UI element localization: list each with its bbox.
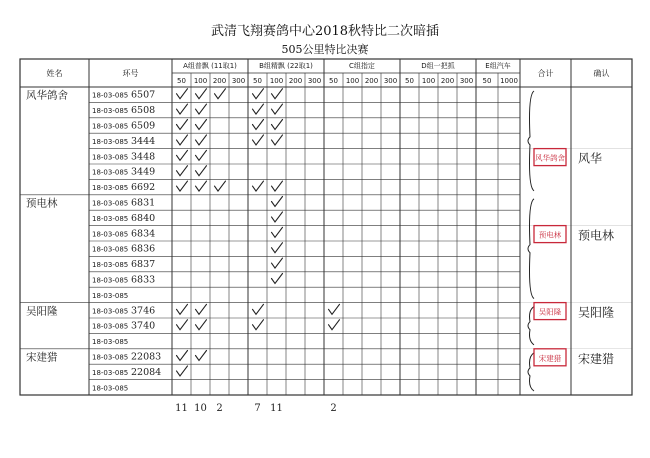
check-mark xyxy=(196,166,207,176)
check-mark xyxy=(272,212,283,222)
ring-prefix: 18-03-085 xyxy=(92,322,129,331)
check-mark xyxy=(253,135,264,145)
check-mark xyxy=(177,150,188,160)
owner-stamp xyxy=(534,303,566,320)
header-sub-200: 200 xyxy=(212,77,227,85)
check-mark xyxy=(253,89,264,99)
ring-handwritten: 22083 xyxy=(131,351,162,363)
ring-handwritten: 6837 xyxy=(131,259,156,271)
header-confirm: 确认 xyxy=(593,69,610,78)
ring-prefix: 18-03-085 xyxy=(92,368,129,377)
check-mark xyxy=(253,304,264,314)
check-mark xyxy=(272,227,283,237)
check-mark xyxy=(329,320,340,330)
ring-prefix: 18-03-085 xyxy=(92,199,129,208)
header-sub-100: 100 xyxy=(345,77,360,85)
check-mark xyxy=(196,150,207,160)
svg-text:吴阳隆: 吴阳隆 xyxy=(538,307,562,317)
header-total: 合计 xyxy=(537,69,554,78)
check-mark xyxy=(272,135,283,145)
header-ring: 环号 xyxy=(122,69,139,78)
document-subtitle: 505公里特比决赛 xyxy=(281,43,369,56)
ring-prefix: 18-03-085 xyxy=(92,307,129,316)
check-mark xyxy=(215,89,226,99)
check-mark xyxy=(253,181,264,191)
ring-prefix: 18-03-085 xyxy=(92,384,129,393)
column-total-handwritten: 11 xyxy=(270,403,283,414)
ring-handwritten: 3444 xyxy=(131,135,156,147)
svg-text:风华鸽舍: 风华鸽舍 xyxy=(535,153,565,163)
ring-handwritten: 6509 xyxy=(131,120,156,132)
document-title: 武清飞翔赛鸽中心2018秋特比二次暗插 xyxy=(210,24,440,39)
header-sub-100: 100 xyxy=(421,77,436,85)
ring-handwritten: 6508 xyxy=(131,105,156,117)
header-sub-50: 50 xyxy=(177,77,186,85)
ring-prefix: 18-03-085 xyxy=(92,291,129,300)
header-sub-100: 100 xyxy=(193,77,208,85)
owner-stamp xyxy=(534,226,566,243)
header-sub-50: 50 xyxy=(329,77,338,85)
owner-signature: 预电林 xyxy=(578,228,615,243)
svg-text:预电林: 预电林 xyxy=(538,230,562,240)
check-mark xyxy=(196,320,207,330)
check-mark xyxy=(177,304,188,314)
column-total-handwritten: 11 xyxy=(175,403,188,414)
ring-handwritten: 6507 xyxy=(131,89,156,101)
header-sub-300: 300 xyxy=(383,77,398,85)
check-mark xyxy=(272,120,283,130)
ring-prefix: 18-03-085 xyxy=(92,353,129,362)
group-bracket xyxy=(528,353,534,391)
owner-signature: 吴阳隆 xyxy=(578,305,615,320)
header-group-b: B组精飘 (22取1) xyxy=(259,62,313,70)
column-total-handwritten: 2 xyxy=(216,403,223,414)
ring-handwritten: 3746 xyxy=(131,305,156,317)
header-sub-200: 200 xyxy=(288,77,303,85)
ring-prefix: 18-03-085 xyxy=(92,245,129,254)
ring-handwritten: 6836 xyxy=(131,243,156,255)
header-group-e: E组汽车 xyxy=(485,62,511,70)
ring-prefix: 18-03-085 xyxy=(92,338,129,347)
owner-name-handwritten: 风华鸽舍 xyxy=(26,89,68,102)
check-mark xyxy=(177,104,188,114)
ring-handwritten: 6831 xyxy=(131,197,156,209)
header-sub-300: 300 xyxy=(307,77,322,85)
ring-handwritten: 3448 xyxy=(131,151,156,163)
ring-prefix: 18-03-085 xyxy=(92,107,129,116)
ring-prefix: 18-03-085 xyxy=(92,230,129,239)
check-mark xyxy=(196,120,207,130)
header-group-d: D组一把抓 xyxy=(421,62,455,70)
owner-name-handwritten: 宋建猎 xyxy=(26,351,58,364)
owner-name-handwritten: 吴阳隆 xyxy=(26,305,58,318)
check-mark xyxy=(272,181,283,191)
check-mark xyxy=(272,197,283,207)
check-mark xyxy=(215,181,226,191)
owner-stamp xyxy=(534,149,566,166)
check-mark xyxy=(196,135,207,145)
group-bracket xyxy=(528,199,534,299)
check-mark xyxy=(272,274,283,284)
check-mark xyxy=(196,304,207,314)
check-mark xyxy=(253,320,264,330)
check-mark xyxy=(196,351,207,361)
header-sub-200: 200 xyxy=(440,77,455,85)
ring-handwritten: 6833 xyxy=(131,274,156,286)
ring-handwritten: 22084 xyxy=(131,366,162,378)
header-sub-50: 50 xyxy=(253,77,262,85)
owner-signature: 宋建猎 xyxy=(578,351,615,366)
ring-handwritten: 6692 xyxy=(131,182,156,194)
header-group-c: C组指定 xyxy=(349,62,375,70)
header-sub-50: 50 xyxy=(405,77,414,85)
ring-prefix: 18-03-085 xyxy=(92,184,129,193)
header-sub-200: 200 xyxy=(364,77,379,85)
header-sub-1000: 1000 xyxy=(500,77,518,85)
check-mark xyxy=(272,104,283,114)
check-mark xyxy=(329,304,340,314)
ring-prefix: 18-03-085 xyxy=(92,153,129,162)
svg-text:宋建猎: 宋建猎 xyxy=(538,353,562,363)
ring-prefix: 18-03-085 xyxy=(92,214,129,223)
group-bracket xyxy=(528,91,534,191)
column-total-handwritten: 10 xyxy=(194,403,207,414)
ring-handwritten: 3449 xyxy=(131,166,156,178)
header-group-a: A组普飘 (11取1) xyxy=(183,62,237,70)
ring-handwritten: 6840 xyxy=(131,212,156,224)
header-sub-300: 300 xyxy=(231,77,246,85)
ring-handwritten: 6834 xyxy=(131,228,156,240)
check-mark xyxy=(177,89,188,99)
ring-prefix: 18-03-085 xyxy=(92,91,129,100)
owner-signature: 风华 xyxy=(578,151,603,166)
ring-prefix: 18-03-085 xyxy=(92,261,129,270)
check-mark xyxy=(272,258,283,268)
check-mark xyxy=(177,351,188,361)
check-mark xyxy=(196,181,207,191)
header-sub-100: 100 xyxy=(269,77,284,85)
check-mark xyxy=(253,104,264,114)
check-mark xyxy=(177,320,188,330)
header-sub-300: 300 xyxy=(459,77,474,85)
check-mark xyxy=(177,366,188,376)
check-mark xyxy=(177,181,188,191)
ring-handwritten: 3740 xyxy=(131,320,156,332)
check-mark xyxy=(272,243,283,253)
column-total-handwritten: 2 xyxy=(330,403,337,414)
header-sub-50: 50 xyxy=(482,77,492,85)
header-name: 姓名 xyxy=(46,69,63,78)
group-bracket xyxy=(528,307,534,345)
ring-prefix: 18-03-085 xyxy=(92,168,129,177)
owner-name-handwritten: 预电林 xyxy=(26,197,58,210)
check-mark xyxy=(177,120,188,130)
check-mark xyxy=(253,120,264,130)
ring-prefix: 18-03-085 xyxy=(92,137,129,146)
ring-prefix: 18-03-085 xyxy=(92,122,129,131)
check-mark xyxy=(272,89,283,99)
check-mark xyxy=(177,135,188,145)
check-mark xyxy=(196,89,207,99)
check-mark xyxy=(177,166,188,176)
column-total-handwritten: 7 xyxy=(254,403,261,414)
owner-stamp xyxy=(534,349,566,366)
ring-prefix: 18-03-085 xyxy=(92,276,129,285)
check-mark xyxy=(196,104,207,114)
